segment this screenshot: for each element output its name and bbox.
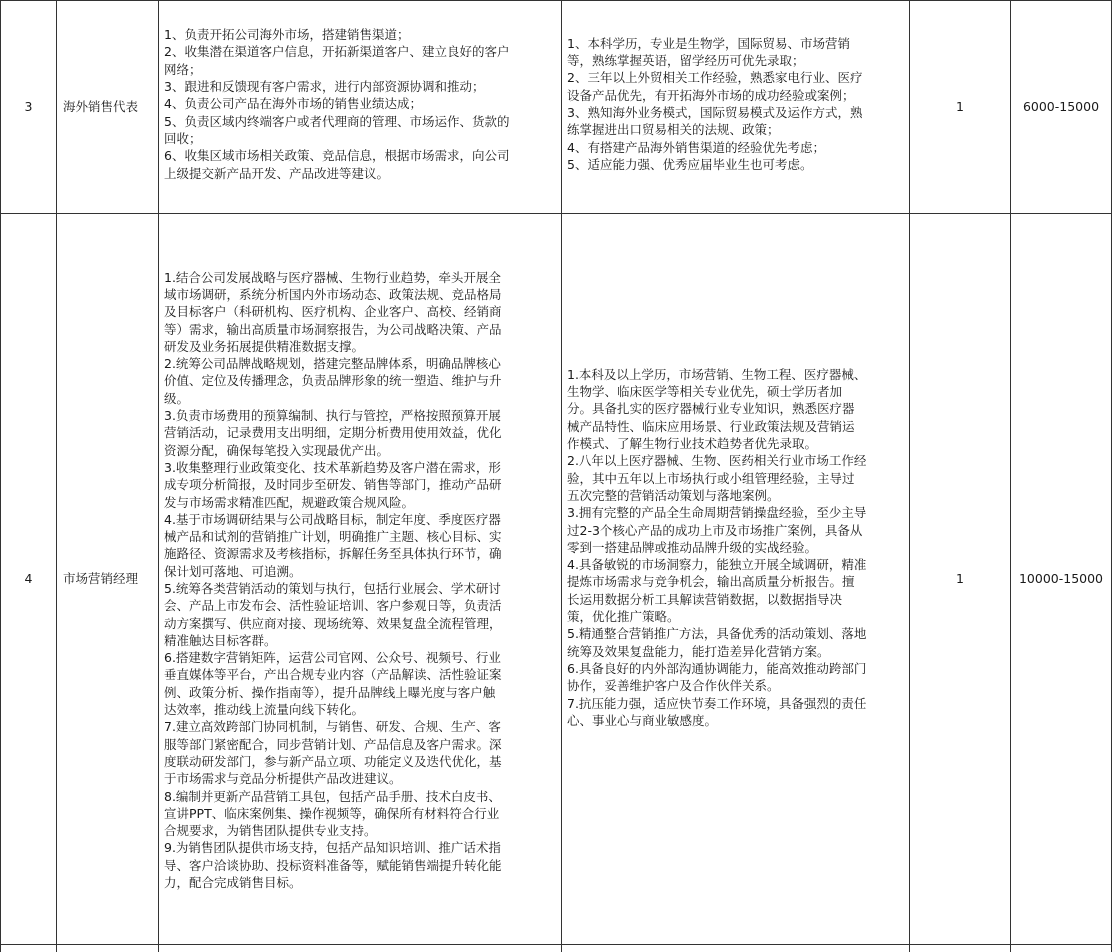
requirements-list: [567, 35, 905, 173]
empty-cell: [562, 945, 910, 952]
table-row: [1, 1, 1112, 214]
text-line: 研发及业务拓展提供精准数据支撑。: [164, 338, 557, 355]
text-line: 资源分配，确保每笔投入实现最优产出。: [164, 442, 557, 459]
text-line: 生物学、临床医学等相关专业优先，硕士学历者加: [567, 383, 905, 400]
text-line: 3.收集整理行业政策变化、技术革新趋势及客户潜在需求，形: [164, 459, 557, 476]
text-line: 3.负责市场费用的预算编制、执行与管控，严格按照预算开展: [164, 407, 557, 424]
text-line: 6.搭建数字营销矩阵，运营公司官网、公众号、视频号、行业: [164, 649, 557, 666]
row-number: 4: [1, 214, 57, 945]
position-title: 市场营销经理: [57, 214, 159, 945]
text-line: 达效率，推动线上流量向线下转化。: [164, 701, 557, 718]
empty-cell: [57, 945, 159, 952]
text-line: 及目标客户（科研机构、医疗机构、企业客户、高校、经销商: [164, 303, 557, 320]
text-line: 域市场调研，系统分析国内外市场动态、政策法规、竞品格局: [164, 286, 557, 303]
text-line: 8.编制并更新产品营销工具包，包括产品手册、技术白皮书、: [164, 788, 557, 805]
text-line: 价值、定位及传播理念，负责品牌形象的统一塑造、维护与升: [164, 372, 557, 389]
text-line: 会、产品上市发布会、活性验证培训、客户参观日等，负责活: [164, 597, 557, 614]
salary-range: 6000-15000: [1011, 1, 1112, 214]
text-line: 练掌握进出口贸易相关的法规、政策；: [567, 121, 905, 138]
text-line: 2、收集潜在渠道客户信息，开拓新渠道客户、建立良好的客户: [164, 43, 557, 60]
text-line: 合规要求，为销售团队提供专业支持。: [164, 822, 557, 839]
duties-list: [164, 26, 557, 182]
text-line: 5、适应能力强、优秀应届毕业生也可考虑。: [567, 156, 905, 173]
text-line: 五次完整的营销活动策划与落地案例。: [567, 487, 905, 504]
row-number: 3: [1, 1, 57, 214]
text-line: 4.基于市场调研结果与公司战略目标，制定年度、季度医疗器: [164, 511, 557, 528]
text-line: 精准触达目标客群。: [164, 632, 557, 649]
text-line: 械产品和试剂的营销推广计划，明确推广主题、核心目标、实: [164, 528, 557, 545]
text-line: 5.精通整合营销推广方法，具备优秀的活动策划、落地: [567, 625, 905, 642]
text-line: 1.结合公司发展战略与医疗器械、生物行业趋势，牵头开展全: [164, 269, 557, 286]
text-line: 度联动研发部门，参与新产品立项、功能定义及迭代优化，基: [164, 753, 557, 770]
text-line: 网络；: [164, 61, 557, 78]
text-line: 2.统筹公司品牌战略规划，搭建完整品牌体系，明确品牌核心: [164, 355, 557, 372]
text-line: 等）需求，输出高质量市场洞察报告，为公司战略决策、产品: [164, 321, 557, 338]
text-line: 上级提交新产品开发、产品改进等建议。: [164, 165, 557, 182]
text-line: 作模式、了解生物行业技术趋势者优先录取。: [567, 435, 905, 452]
text-line: 2、三年以上外贸相关工作经验，熟悉家电行业、医疗: [567, 69, 905, 86]
text-line: 动方案撰写、供应商对接、现场统筹、效果复盘全流程管理，: [164, 615, 557, 632]
text-line: 营销活动，记录费用支出明细，定期分析费用使用效益，优化: [164, 424, 557, 441]
table-row: [1, 945, 1112, 952]
empty-cell: [1011, 945, 1112, 952]
requirements-cell: [562, 1, 910, 214]
text-line: 3、熟知海外业务模式，国际贸易模式及运作方式，熟: [567, 104, 905, 121]
headcount: 1: [910, 214, 1011, 945]
text-line: 过2-3个核心产品的成功上市及市场推广案例，具备从: [567, 522, 905, 539]
text-line: 策，优化推广策略。: [567, 608, 905, 625]
text-line: 零到一搭建品牌或推动品牌升级的实战经验。: [567, 539, 905, 556]
text-line: 2.八年以上医疗器械、生物、医药相关行业市场工作经: [567, 452, 905, 469]
text-line: 发与市场需求精准匹配，规避政策合规风险。: [164, 494, 557, 511]
text-line: 保计划可落地、可追溯。: [164, 563, 557, 580]
headcount: 1: [910, 1, 1011, 214]
text-line: 服等部门紧密配合，同步营销计划、产品信息及客户需求。深: [164, 736, 557, 753]
text-line: 7.抗压能力强，适应快节奏工作环境，具备强烈的责任: [567, 695, 905, 712]
text-line: 成专项分析简报，及时同步至研发、销售等部门，推动产品研: [164, 476, 557, 493]
text-line: 6.具备良好的内外部沟通协调能力，能高效推动跨部门: [567, 660, 905, 677]
text-line: 导、客户洽谈协助、投标资料准备等，赋能销售端提升转化能: [164, 857, 557, 874]
text-line: 4、负责公司产品在海外市场的销售业绩达成；: [164, 95, 557, 112]
empty-cell: [1, 945, 57, 952]
text-line: 心、事业心与商业敏感度。: [567, 712, 905, 729]
text-line: 长运用数据分析工具解读营销数据，以数据指导决: [567, 591, 905, 608]
text-line: 1、负责开拓公司海外市场，搭建销售渠道；: [164, 26, 557, 43]
empty-cell: [159, 945, 562, 952]
text-line: 回收；: [164, 130, 557, 147]
text-line: 1.本科及以上学历，市场营销、生物工程、医疗器械、: [567, 366, 905, 383]
text-line: 级。: [164, 390, 557, 407]
text-line: 协作，妥善维护客户及合作伙伴关系。: [567, 677, 905, 694]
text-line: 等，熟练掌握英语，留学经历可优先录取；: [567, 52, 905, 69]
text-line: 分。具备扎实的医疗器械行业专业知识，熟悉医疗器: [567, 400, 905, 417]
requirements-list: [567, 366, 905, 729]
empty-cell: [910, 945, 1011, 952]
salary-range: 10000-15000: [1011, 214, 1112, 945]
text-line: 械产品特性、临床应用场景、行业政策法规及营销运: [567, 418, 905, 435]
text-line: 4、有搭建产品海外销售渠道的经验优先考虑；: [567, 139, 905, 156]
text-line: 垂直媒体等平台，产出合规专业内容（产品解读、活性验证案: [164, 666, 557, 683]
position-title: 海外销售代表: [57, 1, 159, 214]
text-line: 统筹及效果复盘能力，能打造差异化营销方案。: [567, 643, 905, 660]
requirements-cell: [562, 214, 910, 945]
text-line: 施路径、资源需求及考核指标，拆解任务至具体执行环节，确: [164, 545, 557, 562]
text-line: 提炼市场需求与竞争机会，输出高质量分析报告。擅: [567, 573, 905, 590]
text-line: 力，配合完成销售目标。: [164, 874, 557, 891]
text-line: 设备产品优先，有开拓海外市场的成功经验或案例；: [567, 87, 905, 104]
duties-cell: [159, 1, 562, 214]
text-line: 于市场需求与竞品分析提供产品改进建议。: [164, 770, 557, 787]
table-row: [1, 214, 1112, 945]
text-line: 9.为销售团队提供市场支持，包括产品知识培训、推广话术指: [164, 839, 557, 856]
text-line: 6、收集区域市场相关政策、竞品信息，根据市场需求，向公司: [164, 147, 557, 164]
duties-cell: [159, 214, 562, 945]
text-line: 1、本科学历，专业是生物学，国际贸易、市场营销: [567, 35, 905, 52]
text-line: 例、政策分析、操作指南等），提升品牌线上曝光度与客户触: [164, 684, 557, 701]
text-line: 7.建立高效跨部门协同机制，与销售、研发、合规、生产、客: [164, 718, 557, 735]
text-line: 5.统筹各类营销活动的策划与执行，包括行业展会、学术研讨: [164, 580, 557, 597]
text-line: 3.拥有完整的产品全生命周期营销操盘经验，至少主导: [567, 504, 905, 521]
text-line: 3、跟进和反馈现有客户需求，进行内部资源协调和推动；: [164, 78, 557, 95]
text-line: 宣讲PPT、临床案例集、操作视频等，确保所有材料符合行业: [164, 805, 557, 822]
text-line: 5、负责区域内终端客户或者代理商的管理、市场运作、货款的: [164, 113, 557, 130]
duties-list: [164, 269, 557, 892]
text-line: 验，其中五年以上市场执行或小组管理经验，主导过: [567, 470, 905, 487]
text-line: 4.具备敏锐的市场洞察力，能独立开展全域调研，精准: [567, 556, 905, 573]
